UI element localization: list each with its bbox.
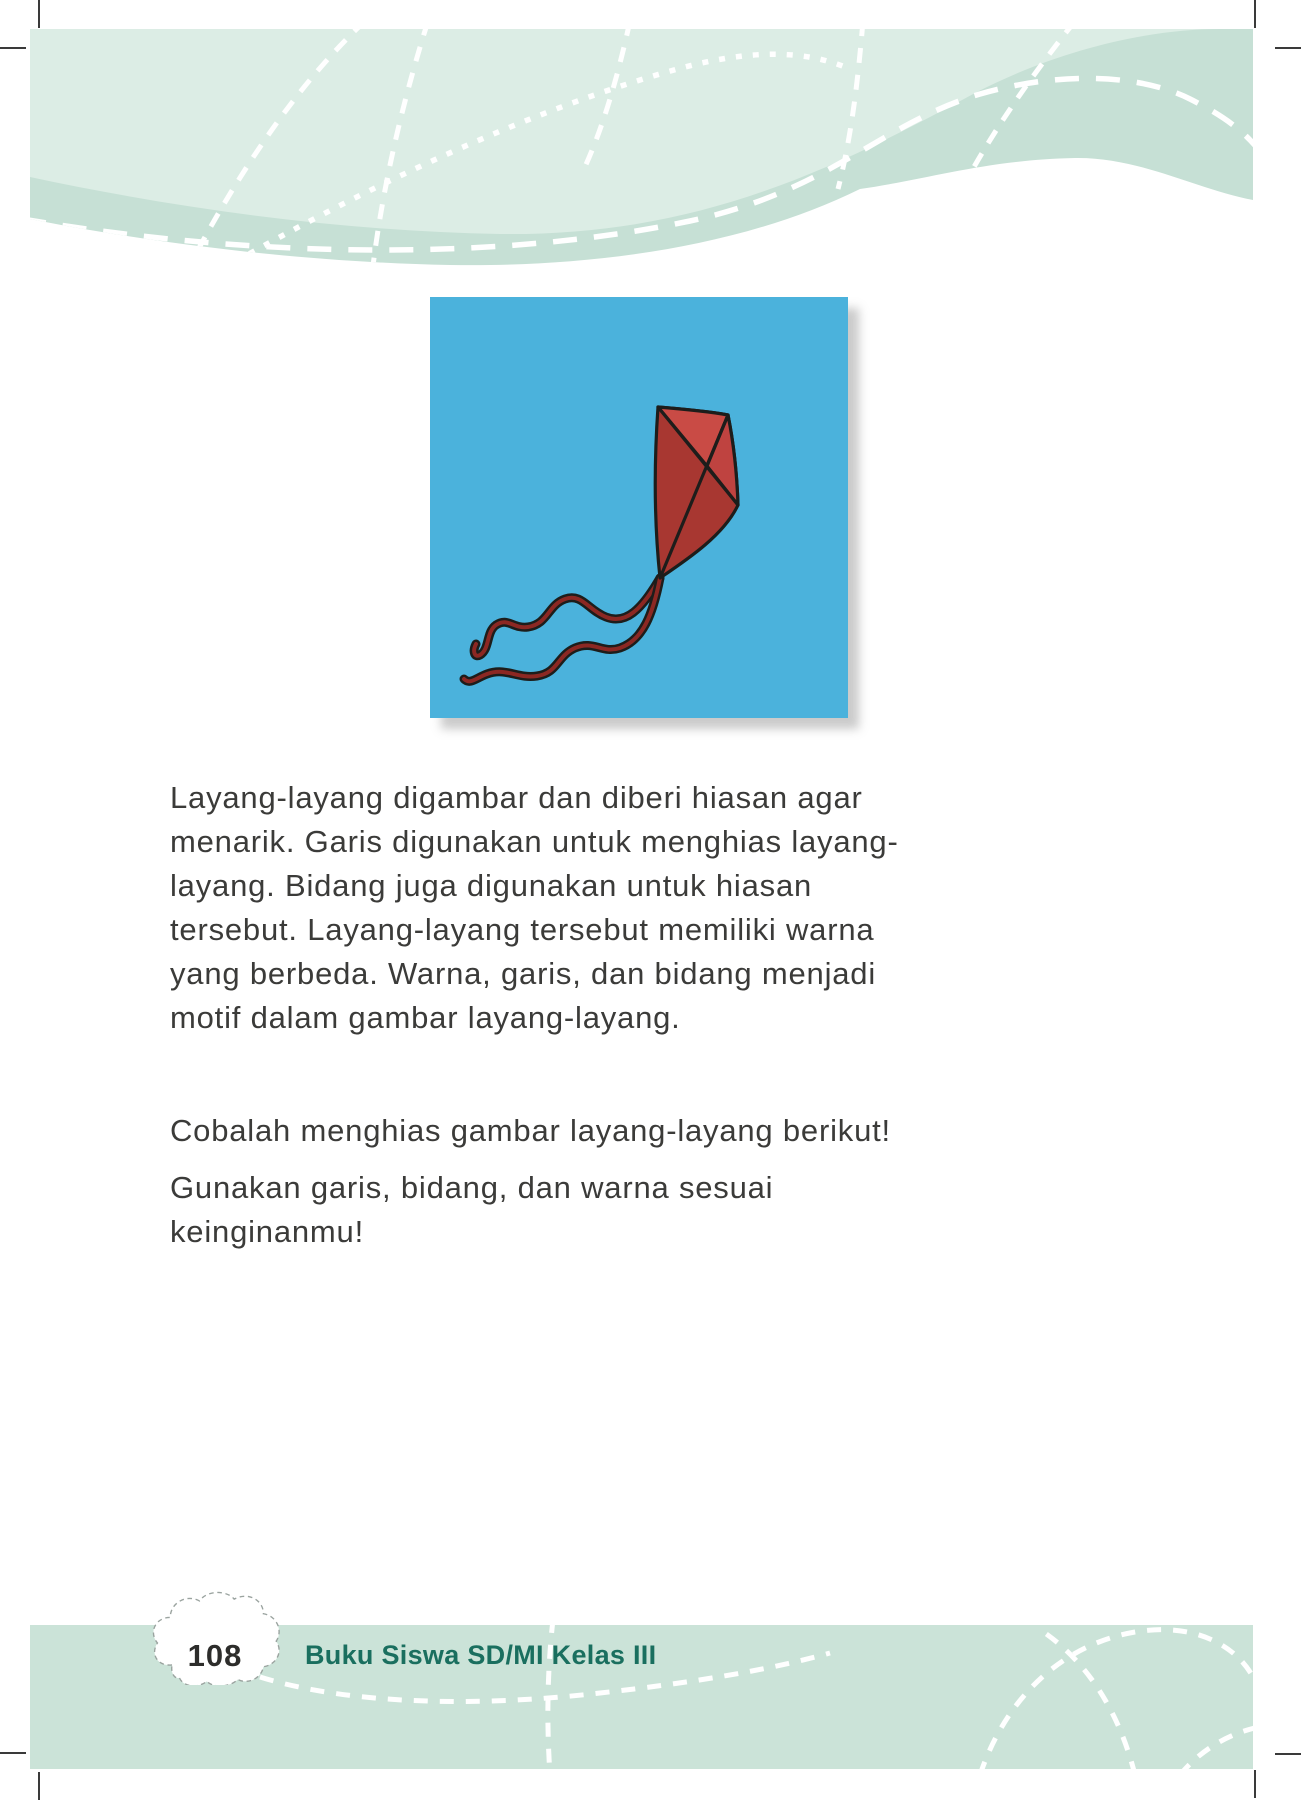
text-line: motif dalam gambar layang-layang.: [170, 1000, 681, 1035]
text-line: menarik. Garis digunakan untuk menghias layang-: [170, 824, 899, 859]
crop-mark: [38, 1772, 40, 1800]
footer-book-title: Buku Siswa SD/MI Kelas III: [305, 1640, 657, 1670]
sky-background: [430, 297, 848, 718]
crop-mark: [1254, 0, 1256, 28]
text-line: yang berbeda. Warna, garis, dan bidang menjadi: [170, 956, 877, 991]
header-wave-band: [30, 29, 1253, 297]
kite-illustration: [430, 297, 848, 718]
text-line: keinginanmu!: [170, 1214, 364, 1249]
crop-mark: [38, 0, 40, 28]
paragraph-instruction-2: [170, 1166, 930, 1254]
crop-mark: [0, 47, 26, 49]
text-line: Cobalah menghias gambar layang-layang berikut!: [170, 1113, 891, 1148]
page-number: 108: [187, 1638, 243, 1673]
paragraph-kite-description: [170, 776, 930, 1040]
paragraph-instruction-1: [170, 1109, 930, 1153]
crop-mark: [1275, 1753, 1301, 1755]
crop-mark: [1275, 47, 1301, 49]
text-line: Gunakan garis, bidang, dan warna sesuai: [170, 1170, 774, 1205]
kite-sky-graphic: [430, 297, 848, 718]
crop-mark: [1254, 1770, 1256, 1798]
text-line: layang. Bidang juga digunakan untuk hiasan: [170, 868, 813, 903]
text-line: Layang-layang digambar dan diberi hiasan agar: [170, 780, 863, 815]
text-line: tersebut. Layang-layang tersebut memiliki warna: [170, 912, 875, 947]
crop-mark: [0, 1752, 26, 1754]
header-wave-graphic: [30, 29, 1253, 297]
